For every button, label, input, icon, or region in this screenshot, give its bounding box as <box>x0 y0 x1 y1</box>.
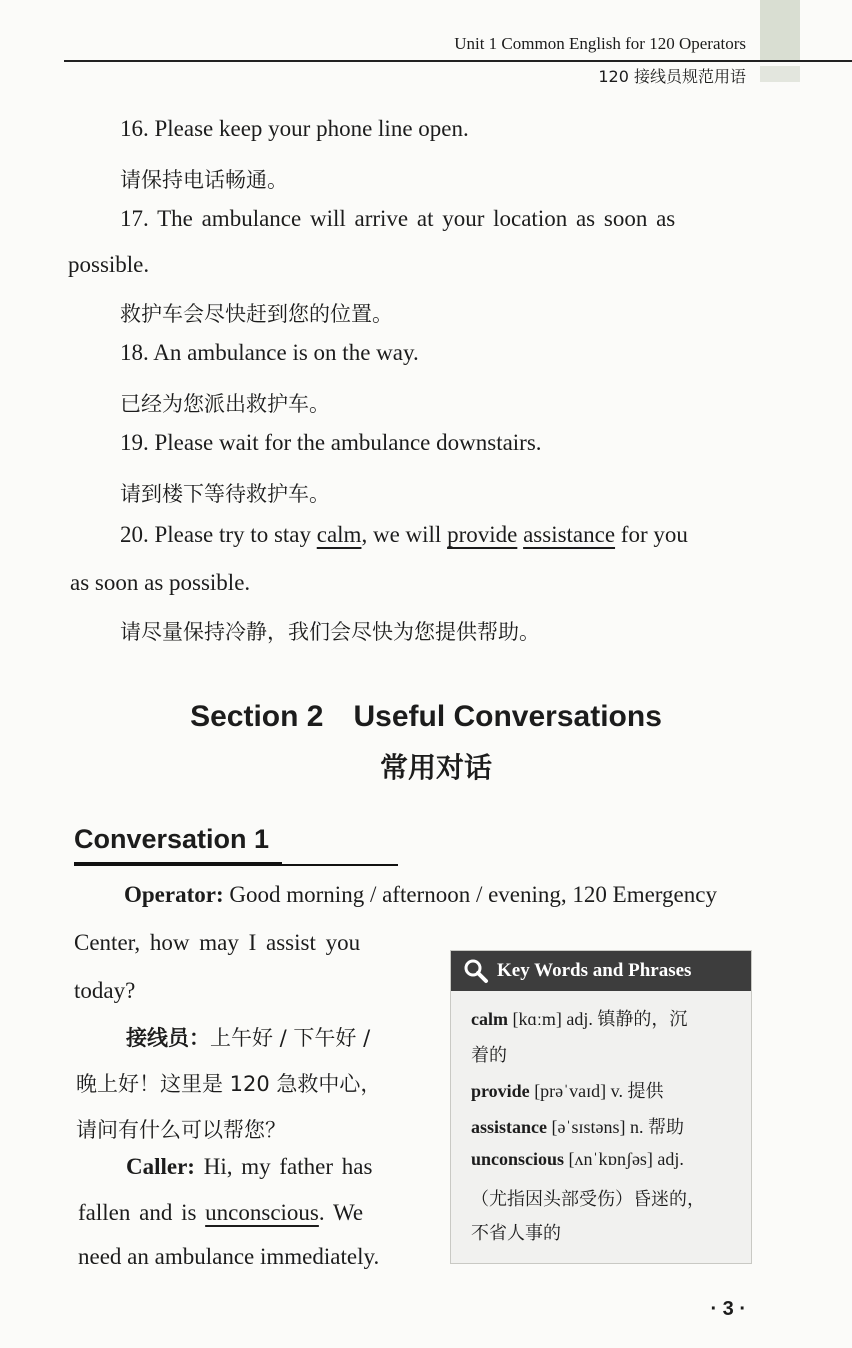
magnifier-icon <box>463 958 489 984</box>
sentence-number: 19. <box>120 430 149 455</box>
sentence-18-en <box>120 340 419 366</box>
conversation-title: Conversation 1 <box>74 824 270 854</box>
sentence-20-zh: 请尽量保持冷静，我们会尽快为您提供帮助。 <box>120 620 540 644</box>
key-word-definition: [əˈsɪstəns] n. 帮助 <box>547 1117 684 1137</box>
sentence-16-zh: 请保持电话畅通。 <box>120 168 288 192</box>
key-word-term: provide <box>471 1081 530 1101</box>
section-title: Useful Conversations <box>353 700 662 733</box>
keyword-assistance: assistance <box>523 522 616 547</box>
sentence-17-en-cont: possible. <box>68 252 150 277</box>
caller-line-3: need an ambulance immediately. <box>78 1244 380 1269</box>
dialogue-text: Hi, my father has <box>194 1154 373 1179</box>
conversation-rule-thin <box>282 864 398 866</box>
key-words-header <box>451 951 751 991</box>
sentence-number: 16. <box>120 116 149 141</box>
conversation-rule-thick <box>74 862 282 866</box>
key-word-unconscious-cont-2: 不省人事的 <box>471 1223 561 1244</box>
sentence-text: The ambulance will arrive at your location as soon as <box>157 206 676 231</box>
key-word-definition: [ʌnˈkɒnʃəs] adj. <box>564 1149 684 1169</box>
sentence-17-zh: 救护车会尽快赶到您的位置。 <box>120 302 393 326</box>
sentence-16-en <box>120 116 469 142</box>
key-word-definition: [prəˈvaɪd] v. 提供 <box>529 1081 664 1101</box>
operator-line-1 <box>124 882 717 908</box>
keyword-calm: calm <box>316 522 362 547</box>
key-words-heading: Key Words and Phrases <box>497 960 692 981</box>
speaker-label-operator: Operator: <box>124 882 224 907</box>
key-word-definition: [kɑːm] adj. 镇静的，沉 <box>507 1009 688 1029</box>
keyword-unconscious: unconscious <box>205 1200 319 1225</box>
section-label: Section 2 <box>190 700 324 733</box>
key-word-unconscious <box>471 1149 684 1170</box>
sentence-text: Please try to stay <box>154 522 317 547</box>
key-words-box <box>450 950 752 1264</box>
dialogue-text: 上午好 / 下午好 / <box>210 1026 371 1050</box>
sentence-number: 18. <box>120 340 149 365</box>
sentence-text: Please keep your phone line open. <box>154 116 469 141</box>
key-word-calm <box>471 1005 687 1031</box>
sentence-text: , we will <box>361 522 448 547</box>
sentence-19-zh: 请到楼下等待救护车。 <box>120 482 330 506</box>
sentence-19-en <box>120 430 542 456</box>
caller-line-1 <box>126 1154 372 1180</box>
operator-zh-line-3: 请问有什么可以帮您？ <box>76 1118 286 1142</box>
thumb-tab <box>760 0 800 62</box>
key-word-term: assistance <box>471 1117 547 1137</box>
header-rule <box>64 60 852 62</box>
operator-zh-line-2: 晚上好！这里是 120 急救中心， <box>76 1072 382 1096</box>
operator-zh-line-1 <box>126 1022 370 1052</box>
dialogue-text: Good morning / afternoon / evening, 120 Emergency <box>223 882 717 907</box>
sentence-number: 17. <box>120 206 149 231</box>
key-word-calm-cont: 着的 <box>471 1045 507 1066</box>
key-word-unconscious-cont: （尤指因头部受伤）昏迷的， <box>471 1189 705 1210</box>
sentence-text: Please wait for the ambulance downstairs. <box>154 430 542 455</box>
operator-line-2: Center, how may I assist you <box>74 930 361 955</box>
sentence-17-en <box>120 206 675 232</box>
section-subtitle: 常用对话 <box>379 751 492 784</box>
key-word-provide <box>471 1077 663 1103</box>
caller-line-2 <box>78 1200 363 1226</box>
keyword-provide: provide <box>447 522 518 547</box>
dialogue-text: . We <box>318 1200 364 1225</box>
running-header-title: Unit 1 Common English for 120 Operators <box>454 34 746 53</box>
speaker-label-operator-zh: 接线员： <box>126 1026 210 1050</box>
page-number: · 3 · <box>710 1298 746 1320</box>
dialogue-text: fallen and is <box>78 1200 206 1225</box>
sentence-20-en-cont: as soon as possible. <box>70 570 251 595</box>
sentence-text: for you <box>615 522 688 547</box>
section-heading <box>0 700 852 734</box>
sentence-18-zh: 已经为您派出救护车。 <box>120 392 330 416</box>
operator-line-3: today? <box>74 978 136 1003</box>
key-word-term: calm <box>471 1009 508 1029</box>
sentence-20-en <box>120 522 688 548</box>
thumb-tab-lower <box>760 66 800 82</box>
key-word-term: unconscious <box>471 1149 565 1169</box>
running-header-subtitle: 120 接线员规范用语 <box>598 67 746 86</box>
sentence-text: An ambulance is on the way. <box>153 340 419 365</box>
key-word-assistance <box>471 1113 684 1139</box>
sentence-number: 20. <box>120 522 149 547</box>
speaker-label-caller: Caller: <box>126 1154 195 1179</box>
